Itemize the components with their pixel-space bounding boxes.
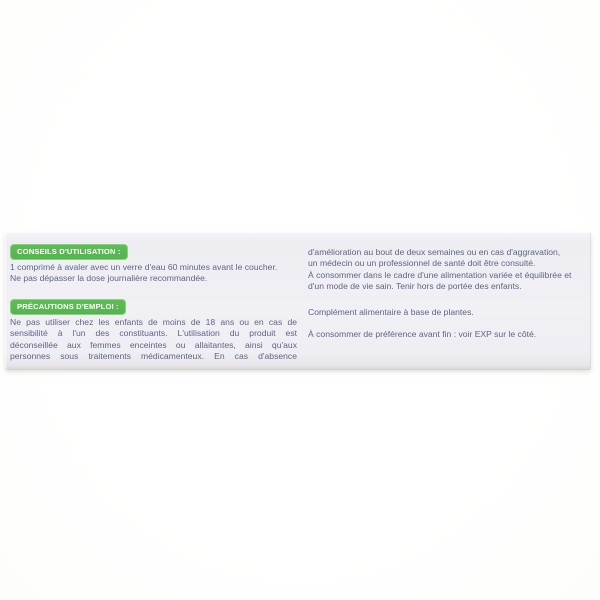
text-line: d'un mode de vie sain. Tenir hors de portée des enfants. (308, 281, 522, 292)
text-line: Ne pas utiliser chez les enfants de moins de 18 ans ou en cas de (10, 317, 297, 327)
precautions-badge: PRÉCAUTIONS D'EMPLOI : (10, 299, 126, 315)
text-line: À consommer dans le cadre d'une alimentation variée et équilibrée et (308, 269, 572, 280)
text-line: Ne pas dépasser la dose journalière recommandée. (10, 273, 208, 284)
text-line: sensibilité à l'un des constituants. L'utilisation du produit est (10, 328, 297, 339)
usage-advice-text (10, 262, 297, 285)
precautions-text (10, 317, 297, 362)
best-before-note: À consommer de préférence avant fin : voir EXP sur le côté. (308, 329, 537, 339)
text-line: 1 comprimé à avaler avec un verre d'eau 60 minutes avant le coucher. (10, 262, 278, 272)
text-line: personnes sous traitements médicamenteux. En cas d'absence (10, 351, 297, 362)
text-line: d'amélioration au bout de deux semaines ou en cas d'aggravation, (308, 247, 561, 257)
text-line: déconseillée aux femmes enceintes ou allaitantes, ainsi qu'aux (10, 339, 297, 350)
supplement-note: Complément alimentaire à base de plantes. (308, 307, 474, 317)
package-back-panel (5, 232, 591, 369)
text-line: un médecin ou un professionnel de santé doit être consulté. (308, 258, 536, 269)
usage-advice-badge: CONSEILS D'UTILISATION : (10, 244, 128, 260)
precautions-continued-text (308, 247, 593, 292)
